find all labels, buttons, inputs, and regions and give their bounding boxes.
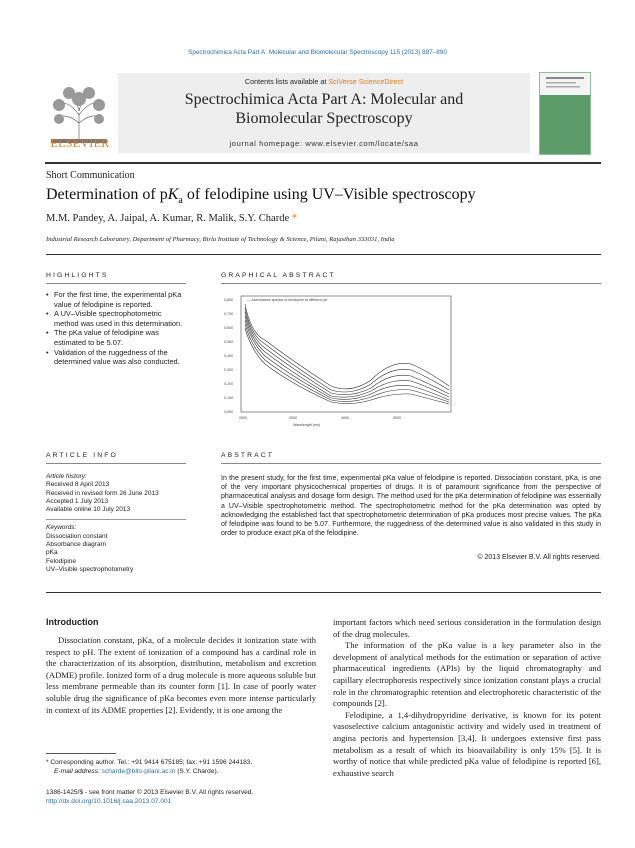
graphical-abstract-heading: GRAPHICAL ABSTRACT xyxy=(221,272,336,279)
keyword[interactable]: pKa xyxy=(46,549,58,557)
title-part-1: Determination of p xyxy=(46,186,168,203)
cover-art-icon xyxy=(540,73,590,154)
y-tick: 0.100 xyxy=(224,396,233,400)
article-info-rule xyxy=(46,463,186,464)
x-tick: 2000 xyxy=(239,416,247,420)
doi-link[interactable]: http://dx.doi.org/10.1016/j.saa.2013.07.001 xyxy=(46,798,172,805)
online-date: Available online 10 July 2013 xyxy=(46,506,131,514)
authors[interactable]: M.M. Pandey, A. Jaipal, A. Kumar, R. Malik, S.Y. Charde xyxy=(46,213,290,224)
corresponding-author-mark[interactable]: * xyxy=(289,213,297,224)
body-left-column xyxy=(46,635,316,716)
y-tick: 0.700 xyxy=(224,312,233,316)
abstract-heading: ABSTRACT xyxy=(221,452,275,459)
y-tick: 0.600 xyxy=(224,326,233,330)
journal-title xyxy=(118,90,530,128)
article-type: Short Communication xyxy=(46,170,135,181)
email-label: E-mail address: xyxy=(54,768,102,775)
body-paragraph: important factors which need serious consideration in the formulation design of the drug molecules. xyxy=(333,617,601,639)
body-paragraph: Felodipine, a 1,4-dihydropyridine derivative, is known for its potent vasoselective calcium antagonistic activity and widely used in treatment of angina pectoris and hypertension [3,4]. It undergoes extensive first pass metabolism as a result of which its bioavailability is only 15% [5]. It is worthy of notice that while predicted pKa value of felodipine is reported [6], exhaustive search xyxy=(333,709,601,778)
accepted-date: Accepted 1 July 2013 xyxy=(46,497,109,505)
x-tick: 3000 xyxy=(289,416,297,420)
highlights-heading: HIGHLIGHTS xyxy=(46,272,109,279)
sciencedirect-link[interactable]: SciVerse ScienceDirect xyxy=(328,77,404,86)
issn-block xyxy=(46,788,316,806)
masthead-rule xyxy=(45,162,601,164)
contents-line xyxy=(118,77,530,86)
highlight-item: • A UV–Visible spectrophotometric method was used in this determination. xyxy=(46,309,186,328)
corresponding-author-note: * Corresponding author. Tel.: +91 9414 675185; fax: +91 1596 244183. xyxy=(46,759,253,766)
history-label: Article history: xyxy=(46,473,87,480)
x-tick: 4000 xyxy=(341,416,349,420)
graphical-abstract-rule xyxy=(221,283,601,284)
journal-title-line2: Biomolecular Spectroscopy xyxy=(235,110,413,127)
email-link[interactable]: scharde@bits-pilani.ac.in xyxy=(101,768,176,775)
keyword[interactable]: Absorbance diagram xyxy=(46,541,106,549)
author-list xyxy=(46,213,297,224)
x-tick: 5000 xyxy=(393,416,401,420)
issn-line: 1386-1425/$ - see front matter © 2013 Elsevier B.V. All rights reserved. xyxy=(46,789,254,796)
journal-homepage-link[interactable]: journal homepage: www.elsevier.com/locate/saa xyxy=(229,139,419,148)
y-tick: 0.500 xyxy=(224,340,233,344)
abstract-copyright: © 2013 Elsevier B.V. All rights reserved. xyxy=(477,554,601,561)
highlight-item: • The pKa value of felodipine was estimated to be 5.07. xyxy=(46,328,186,347)
contents-prefix: Contents lists available at xyxy=(244,77,329,86)
abstract-rule xyxy=(221,463,601,464)
footnote-rule xyxy=(46,753,116,754)
article-info-heading: ARTICLE INFO xyxy=(46,452,118,459)
y-tick: 0.800 xyxy=(224,298,233,302)
highlight-item: • Validation of the ruggedness of the determined value was also conducted. xyxy=(46,348,186,367)
title-part-2: of felodipine using UV–Visible spectroscopy xyxy=(182,186,476,203)
y-tick: 0.300 xyxy=(224,368,233,372)
body-right-column xyxy=(333,617,601,779)
running-header[interactable]: Spectrochimica Acta Part A: Molecular and Biomolecular Spectroscopy 115 (2013) 887–890 xyxy=(188,49,447,56)
title-subscript: a xyxy=(178,195,183,207)
body-rule xyxy=(46,592,601,593)
revised-date: Received in revised form 26 June 2013 xyxy=(46,489,159,497)
y-tick: 0.400 xyxy=(224,354,233,358)
article-info xyxy=(46,473,186,574)
graphical-abstract-figure[interactable] xyxy=(221,290,461,430)
highlights-list xyxy=(46,290,186,367)
body-paragraph: Dissociation constant, pKa, of a molecule decides it ionization state with respect to pH. The extent of ionization of a compound has a cardinal role in the characterization of its absorption, distribution, metabolism and excretion (ADME) profile. Ionized form of a drug molecule is more aqueous soluble but less membrane permeable than its counter form [1]. In case of poorly water soluble drug the significance of pKa becomes even more intense particularly in context of its ADME properties [2]. Evidently, it is one among the xyxy=(46,635,316,715)
spectra-curves xyxy=(245,304,449,404)
keyword[interactable]: Felodipine xyxy=(46,557,76,565)
abstract-text: In the present study, for the first time, experimental pKa value of felodipine is reported. Dissociation constant, pKa, is one of the very important physicochemical properties of drugs. It is of paramount significance from the perspective of pharmaceutical analysis and dosage form design. The method used for the pKa determination of felodipine was essentially a UV–Visible spectrophotometric method. The spectrophotometric method for the pKa determination was opted by acknowledging the established fact that spectrophotometric determination of pKa produces most precise values. The pKa of felodipine was found to be 5.07. Furthermore, the ruggedness of the determined value is also validated in this study in order to produce exact pKa of the felodipine. xyxy=(221,475,601,538)
article-title xyxy=(46,186,476,206)
publisher-logo-text[interactable]: ELSEVIER xyxy=(50,136,110,150)
affiliation: Industrial Research Laboratory, Department of Pharmacy, Birla Institute of Technology & Science, Pilani, Rajasthan 333031, India xyxy=(46,236,395,243)
heading-rule xyxy=(46,254,601,255)
y-tick: 0.000 xyxy=(224,410,233,414)
received-date: Received 8 April 2013 xyxy=(46,481,110,489)
body-paragraph: The information of the pKa value is a key parameter also in the development of analytical methods for the estimation or separation of active pharmaceutical ingredients (APIs) by the liquid chromatography and capillary electrophoresis respectively since ionization constant plays a crucial role in the chromatographic retention and electrophoretic characteristic of the compounds [2]. xyxy=(333,640,601,709)
journal-title-line1: Spectrochimica Acta Part A: Molecular and xyxy=(184,91,464,108)
journal-cover-thumbnail[interactable] xyxy=(539,72,591,155)
keywords-rule xyxy=(46,519,186,520)
highlights-rule xyxy=(46,283,186,284)
keyword[interactable]: UV–Visible spectrophotometry xyxy=(46,565,134,573)
email-suffix: (S.Y. Charde). xyxy=(175,768,219,775)
footnote xyxy=(46,758,316,776)
highlight-item: • For the first time, the experimental pKa value of felodipine is reported. xyxy=(46,290,186,309)
introduction-heading: Introduction xyxy=(46,617,99,627)
keywords-label: Keywords: xyxy=(46,524,77,532)
figure-legend: — Absorbance spectra of felodipine at different pH xyxy=(247,298,328,302)
x-axis-label: Wavelength (nm) xyxy=(293,423,321,427)
y-tick: 0.200 xyxy=(224,382,233,386)
keyword[interactable]: Dissociation constant xyxy=(46,532,108,540)
title-k: K xyxy=(167,186,179,203)
